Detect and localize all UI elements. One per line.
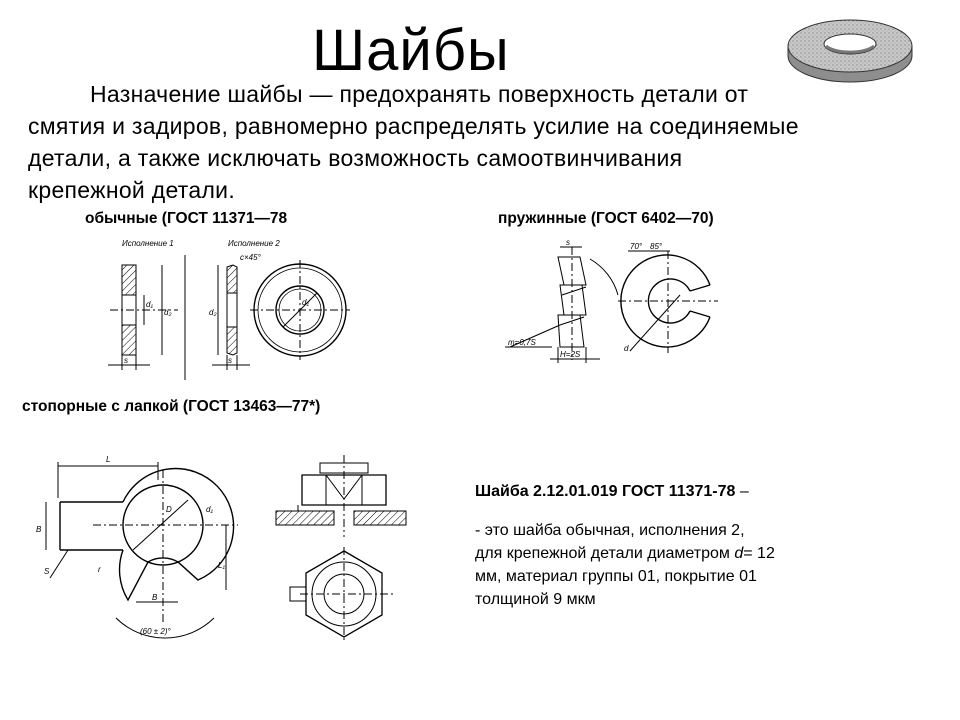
label-angle85: 85° [650,242,663,251]
lock-washer-drawing [28,450,248,650]
label-d2b: d₂ [209,308,217,317]
label-B-side: B [36,525,42,534]
washer-illustration-icon [780,8,920,88]
page-title: Шайбы [312,18,510,83]
caption-lock-washers: стопорные с лапкой (ГОСТ 13463—77*) [22,398,321,415]
lock-assembly-drawing [270,455,410,640]
label-d2: d₂ [164,308,172,317]
label-L: L [106,455,111,464]
intro-line-3: детали, а также исключать возможность самоотвинчивания [28,145,683,171]
example-line-1: - это шайба обычная, исполнения 2, [475,522,745,539]
label-d1-lock: d₁ [206,505,213,514]
plain-washer-drawing [100,235,360,380]
example-line-2 [475,542,895,565]
intro-line-1: Назначение шайбы — предохранять поверхность детали от [90,81,749,107]
designation-code: Шайба 2.12.01.019 ГОСТ 11371-78 [475,483,736,500]
label-s-1: s [124,356,128,365]
example-line-2b: = 12 [743,545,775,562]
example-line-3: мм, материал группы 01, покрытие 01 [475,568,757,585]
intro-line-2: смятия и задиров, равномерно распределять усилие на соединяемые [28,113,799,139]
label-chamfer: c×45° [240,253,261,262]
label-L1: L₁ [218,561,225,570]
designation-dash: – [735,483,749,500]
label-d-spring: d [624,344,629,353]
label-exec2: Исполнение 2 [228,239,280,248]
caption-plain-washers: обычные (ГОСТ 11371—78 [85,210,288,227]
label-m: m=0,7S [508,338,536,347]
example-line-2a: для крепежной детали диаметром [475,545,735,562]
label-angle60: (60 ± 2)° [140,627,171,636]
label-B: B [152,593,158,602]
intro-line-4: крепежной детали. [28,177,236,203]
label-s-2: s [228,356,232,365]
spring-washer-drawing [500,235,730,380]
label-d1: d₁ [146,300,153,309]
label-h: H=2S [560,350,581,359]
label-d1-plan: d₁ [302,298,309,307]
example-line-4: толщиной 9 мкм [475,591,596,608]
label-s-spring: s [566,238,570,247]
intro-paragraph [28,78,928,206]
example-var-d: d [734,545,744,562]
label-exec1: Исполнение 1 [122,239,174,248]
label-r: r [98,565,101,574]
label-angle70: 70° [630,242,643,251]
label-D: D [166,505,172,514]
caption-spring-washers: пружинные (ГОСТ 6402—70) [498,210,714,227]
label-S: S [44,567,50,576]
designation-example [475,480,895,611]
